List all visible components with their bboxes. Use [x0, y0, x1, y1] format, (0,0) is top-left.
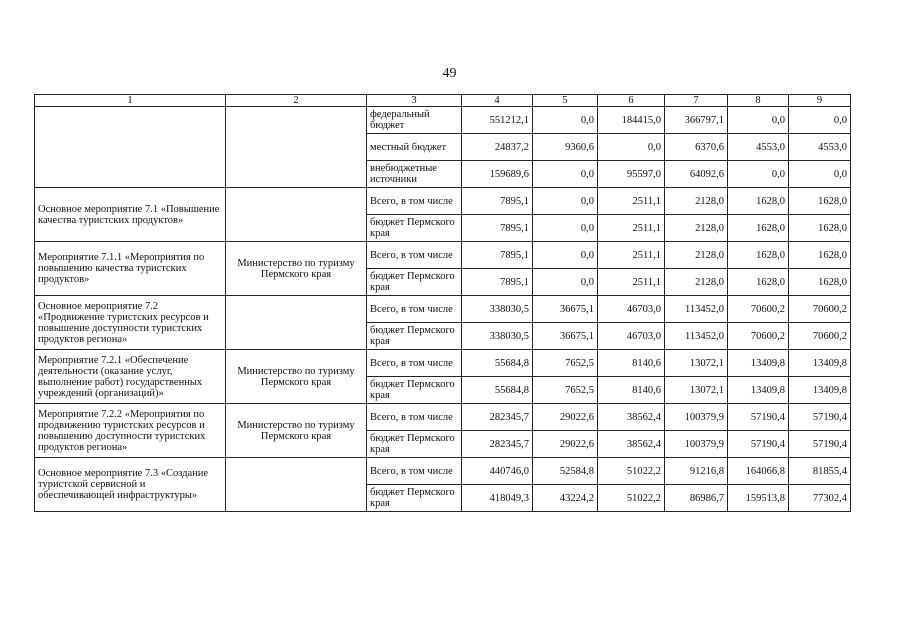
- event-name-cell: Мероприятие 7.1.1 «Мероприятия по повышению качества туристских продуктов»: [35, 242, 226, 296]
- value-cell-col5: 36675,1: [533, 296, 598, 323]
- value-cell-col6: 2511,1: [598, 269, 665, 296]
- value-cell-col4: 7895,1: [462, 188, 533, 215]
- value-cell-col6: 46703,0: [598, 323, 665, 350]
- value-cell-col6: 2511,1: [598, 188, 665, 215]
- value-cell-col4: 440746,0: [462, 458, 533, 485]
- value-cell-col9: 70600,2: [789, 323, 851, 350]
- column-header: 1: [35, 95, 226, 107]
- executor-cell: [226, 188, 367, 242]
- value-cell-col9: 1628,0: [789, 269, 851, 296]
- value-cell-col6: 51022,2: [598, 485, 665, 512]
- value-cell-col4: 282345,7: [462, 404, 533, 431]
- table-row: [35, 242, 851, 269]
- column-header: 5: [533, 95, 598, 107]
- value-cell-col9: 1628,0: [789, 215, 851, 242]
- value-cell-col5: 36675,1: [533, 323, 598, 350]
- value-cell-col9: 0,0: [789, 161, 851, 188]
- value-cell-col8: 13409,8: [728, 377, 789, 404]
- value-cell-col6: 2511,1: [598, 215, 665, 242]
- funding-source-cell: бюджет Пермского края: [367, 269, 462, 296]
- event-name-cell: Мероприятие 7.2.1 «Обеспечение деятельности (оказание услуг, выполнение работ) государственных учреждений (организаций)»: [35, 350, 226, 404]
- value-cell-col5: 0,0: [533, 107, 598, 134]
- value-cell-col8: 164066,8: [728, 458, 789, 485]
- funding-source-cell: бюджет Пермского края: [367, 323, 462, 350]
- column-header: 2: [226, 95, 367, 107]
- value-cell-col7: 100379,9: [665, 431, 728, 458]
- value-cell-col6: 8140,6: [598, 350, 665, 377]
- event-name-cell: [35, 107, 226, 188]
- funding-source-cell: бюджет Пермского края: [367, 377, 462, 404]
- value-cell-col7: 113452,0: [665, 296, 728, 323]
- value-cell-col7: 6370,6: [665, 134, 728, 161]
- value-cell-col8: 1628,0: [728, 188, 789, 215]
- value-cell-col5: 9360,6: [533, 134, 598, 161]
- value-cell-col4: 338030,5: [462, 323, 533, 350]
- table-row: [35, 458, 851, 485]
- table-row: [35, 404, 851, 431]
- value-cell-col5: 0,0: [533, 215, 598, 242]
- funding-source-cell: бюджет Пермского края: [367, 431, 462, 458]
- value-cell-col9: 4553,0: [789, 134, 851, 161]
- executor-cell: Министерство по туризму Пермского края: [226, 242, 367, 296]
- value-cell-col6: 2511,1: [598, 242, 665, 269]
- value-cell-col5: 52584,8: [533, 458, 598, 485]
- value-cell-col9: 81855,4: [789, 458, 851, 485]
- event-name-cell: Мероприятие 7.2.2 «Мероприятия по продвижению туристских ресурсов и повышению доступности туристских продуктов региона»: [35, 404, 226, 458]
- value-cell-col5: 43224,2: [533, 485, 598, 512]
- value-cell-col4: 7895,1: [462, 242, 533, 269]
- value-cell-col9: 1628,0: [789, 242, 851, 269]
- value-cell-col4: 282345,7: [462, 431, 533, 458]
- value-cell-col9: 70600,2: [789, 296, 851, 323]
- value-cell-col8: 57190,4: [728, 431, 789, 458]
- value-cell-col4: 551212,1: [462, 107, 533, 134]
- value-cell-col8: 1628,0: [728, 242, 789, 269]
- value-cell-col8: 70600,2: [728, 296, 789, 323]
- funding-source-cell: местный бюджет: [367, 134, 462, 161]
- value-cell-col7: 2128,0: [665, 269, 728, 296]
- funding-source-cell: Всего, в том числе: [367, 350, 462, 377]
- value-cell-col9: 57190,4: [789, 431, 851, 458]
- value-cell-col4: 418049,3: [462, 485, 533, 512]
- value-cell-col7: 100379,9: [665, 404, 728, 431]
- value-cell-col4: 55684,8: [462, 377, 533, 404]
- value-cell-col6: 95597,0: [598, 161, 665, 188]
- event-name-cell: Основное мероприятие 7.1 «Повышение качества туристских продуктов»: [35, 188, 226, 242]
- value-cell-col7: 86986,7: [665, 485, 728, 512]
- value-cell-col6: 38562,4: [598, 431, 665, 458]
- column-header: 7: [665, 95, 728, 107]
- value-cell-col5: 7652,5: [533, 377, 598, 404]
- value-cell-col4: 55684,8: [462, 350, 533, 377]
- value-cell-col7: 64092,6: [665, 161, 728, 188]
- table-row: [35, 296, 851, 323]
- funding-source-cell: бюджет Пермского края: [367, 215, 462, 242]
- value-cell-col8: 0,0: [728, 107, 789, 134]
- value-cell-col5: 0,0: [533, 269, 598, 296]
- value-cell-col5: 7652,5: [533, 350, 598, 377]
- value-cell-col9: 13409,8: [789, 377, 851, 404]
- value-cell-col9: 77302,4: [789, 485, 851, 512]
- executor-cell: [226, 458, 367, 512]
- value-cell-col8: 0,0: [728, 161, 789, 188]
- value-cell-col9: 0,0: [789, 107, 851, 134]
- value-cell-col5: 0,0: [533, 161, 598, 188]
- table-body: [35, 107, 851, 512]
- value-cell-col7: 113452,0: [665, 323, 728, 350]
- column-header: 4: [462, 95, 533, 107]
- value-cell-col6: 184415,0: [598, 107, 665, 134]
- value-cell-col7: 2128,0: [665, 188, 728, 215]
- funding-source-cell: Всего, в том числе: [367, 188, 462, 215]
- value-cell-col7: 13072,1: [665, 377, 728, 404]
- value-cell-col6: 51022,2: [598, 458, 665, 485]
- value-cell-col9: 1628,0: [789, 188, 851, 215]
- value-cell-col4: 159689,6: [462, 161, 533, 188]
- executor-cell: [226, 296, 367, 350]
- executor-cell: [226, 107, 367, 188]
- funding-source-cell: Всего, в том числе: [367, 458, 462, 485]
- value-cell-col5: 29022,6: [533, 404, 598, 431]
- value-cell-col6: 38562,4: [598, 404, 665, 431]
- executor-cell: Министерство по туризму Пермского края: [226, 404, 367, 458]
- value-cell-col9: 13409,8: [789, 350, 851, 377]
- event-name-cell: Основное мероприятие 7.3 «Создание туристской сервисной и обеспечивающей инфраструктуры»: [35, 458, 226, 512]
- funding-source-cell: федеральный бюджет: [367, 107, 462, 134]
- event-name-cell: Основное мероприятие 7.2 «Продвижение туристских ресурсов и повышение доступности туристских продуктов региона»: [35, 296, 226, 350]
- column-header: 6: [598, 95, 665, 107]
- value-cell-col4: 7895,1: [462, 269, 533, 296]
- table-row: [35, 107, 851, 134]
- value-cell-col5: 0,0: [533, 188, 598, 215]
- funding-source-cell: внебюджетные источники: [367, 161, 462, 188]
- funding-source-cell: бюджет Пермского края: [367, 485, 462, 512]
- value-cell-col5: 0,0: [533, 242, 598, 269]
- column-header: 8: [728, 95, 789, 107]
- column-number-row: [35, 95, 851, 107]
- value-cell-col7: 91216,8: [665, 458, 728, 485]
- value-cell-col8: 159513,8: [728, 485, 789, 512]
- value-cell-col7: 2128,0: [665, 215, 728, 242]
- budget-table: [34, 94, 851, 512]
- value-cell-col8: 1628,0: [728, 269, 789, 296]
- value-cell-col4: 338030,5: [462, 296, 533, 323]
- value-cell-col6: 0,0: [598, 134, 665, 161]
- value-cell-col7: 13072,1: [665, 350, 728, 377]
- value-cell-col7: 2128,0: [665, 242, 728, 269]
- value-cell-col4: 24837,2: [462, 134, 533, 161]
- value-cell-col9: 57190,4: [789, 404, 851, 431]
- value-cell-col6: 8140,6: [598, 377, 665, 404]
- column-header: 3: [367, 95, 462, 107]
- table-row: [35, 188, 851, 215]
- value-cell-col8: 13409,8: [728, 350, 789, 377]
- table-row: [35, 350, 851, 377]
- value-cell-col6: 46703,0: [598, 296, 665, 323]
- executor-cell: Министерство по туризму Пермского края: [226, 350, 367, 404]
- value-cell-col5: 29022,6: [533, 431, 598, 458]
- value-cell-col8: 4553,0: [728, 134, 789, 161]
- value-cell-col4: 7895,1: [462, 215, 533, 242]
- value-cell-col8: 57190,4: [728, 404, 789, 431]
- value-cell-col8: 1628,0: [728, 215, 789, 242]
- funding-source-cell: Всего, в том числе: [367, 404, 462, 431]
- value-cell-col8: 70600,2: [728, 323, 789, 350]
- funding-source-cell: Всего, в том числе: [367, 242, 462, 269]
- value-cell-col7: 366797,1: [665, 107, 728, 134]
- page-number: 49: [442, 66, 457, 81]
- column-header: 9: [789, 95, 851, 107]
- funding-source-cell: Всего, в том числе: [367, 296, 462, 323]
